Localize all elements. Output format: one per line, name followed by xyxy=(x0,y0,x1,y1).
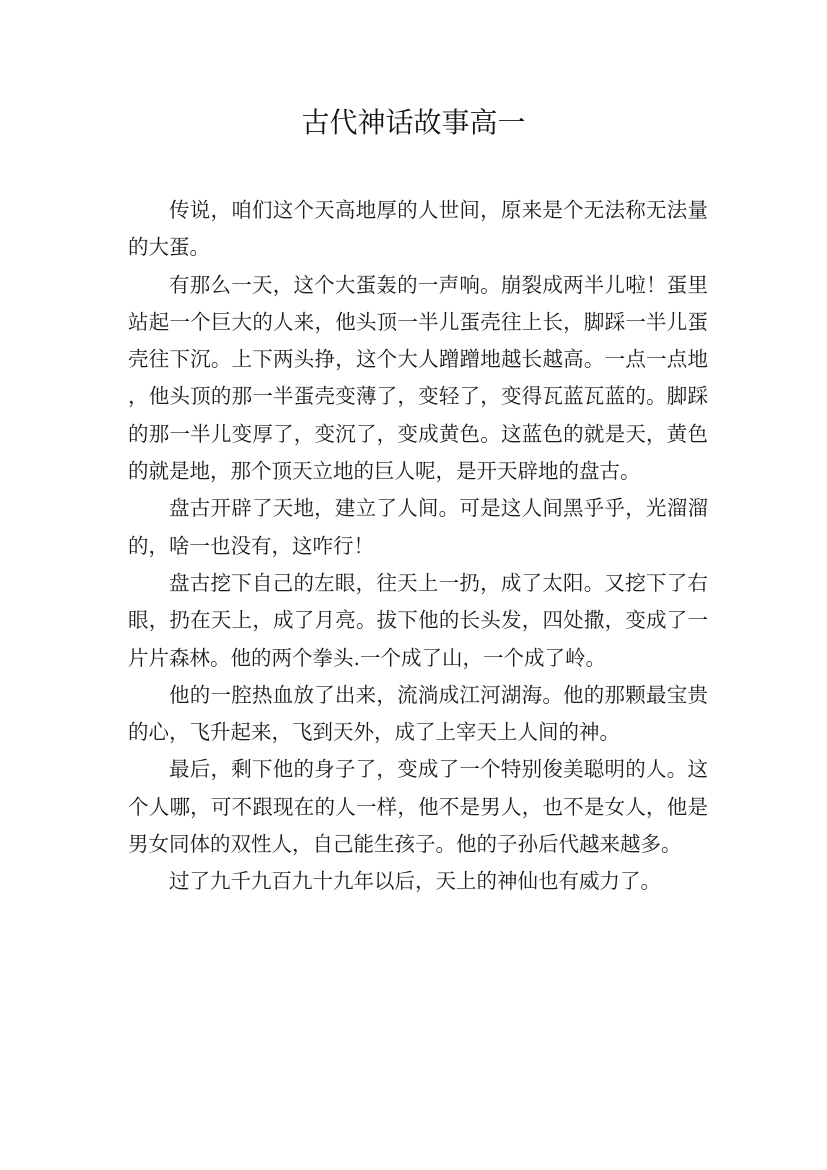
paragraph-2: 有那么一天，这个大蛋轰的一声响。崩裂成两半儿啦！蛋里站起一个巨大的人来，他头顶一半儿蛋壳往上长，脚踩一半儿蛋壳往下沉。上下两头挣，这个大人蹭蹭地越长越高。一点一点地，他头顶的那一半蛋壳变薄了，变轻了，变得瓦蓝瓦蓝的。脚踩的那一半儿变厚了，变沉了，变成黄色。这蓝色的就是天，黄色的就是地，那个顶天立地的巨人呢，是开天辟地的盘古。 xyxy=(128,272,708,484)
paragraph-7: 过了九千九百九十九年以后，天上的神仙也有威力了。 xyxy=(169,869,661,894)
paragraph-5: 他的一腔热血放了出来，流淌成江河湖海。他的那颗最宝贵的心，飞升起来，飞到天外，成了上宰天上人间的神。 xyxy=(128,682,708,745)
paragraph-4: 盘古挖下自己的左眼，往天上一扔，成了太阳。又挖下了右眼，扔在天上，成了月亮。拔下他的长头发，四处撒，变成了一片片森林。他的两个拳头.一个成了山，一个成了岭。 xyxy=(128,570,708,670)
paragraph-3: 盘古开辟了天地，建立了人间。可是这人间黑乎乎，光溜溜的，啥一也没有，这咋行！ xyxy=(128,496,708,558)
document-title: 古代神话故事高一 xyxy=(301,106,526,139)
paragraph-1: 传说，咱们这个天高地厚的人世间，原来是个无法称无法量的大蛋。 xyxy=(128,198,708,260)
document-body xyxy=(128,192,708,901)
paragraph-6: 最后，剩下他的身子了，变成了一个特别俊美聪明的人。这个人哪，可不跟现在的人一样，他不是男人，也不是女人，他是男女同体的双性人，自己能生孩子。他的子孙后代越来越多。 xyxy=(128,757,708,857)
